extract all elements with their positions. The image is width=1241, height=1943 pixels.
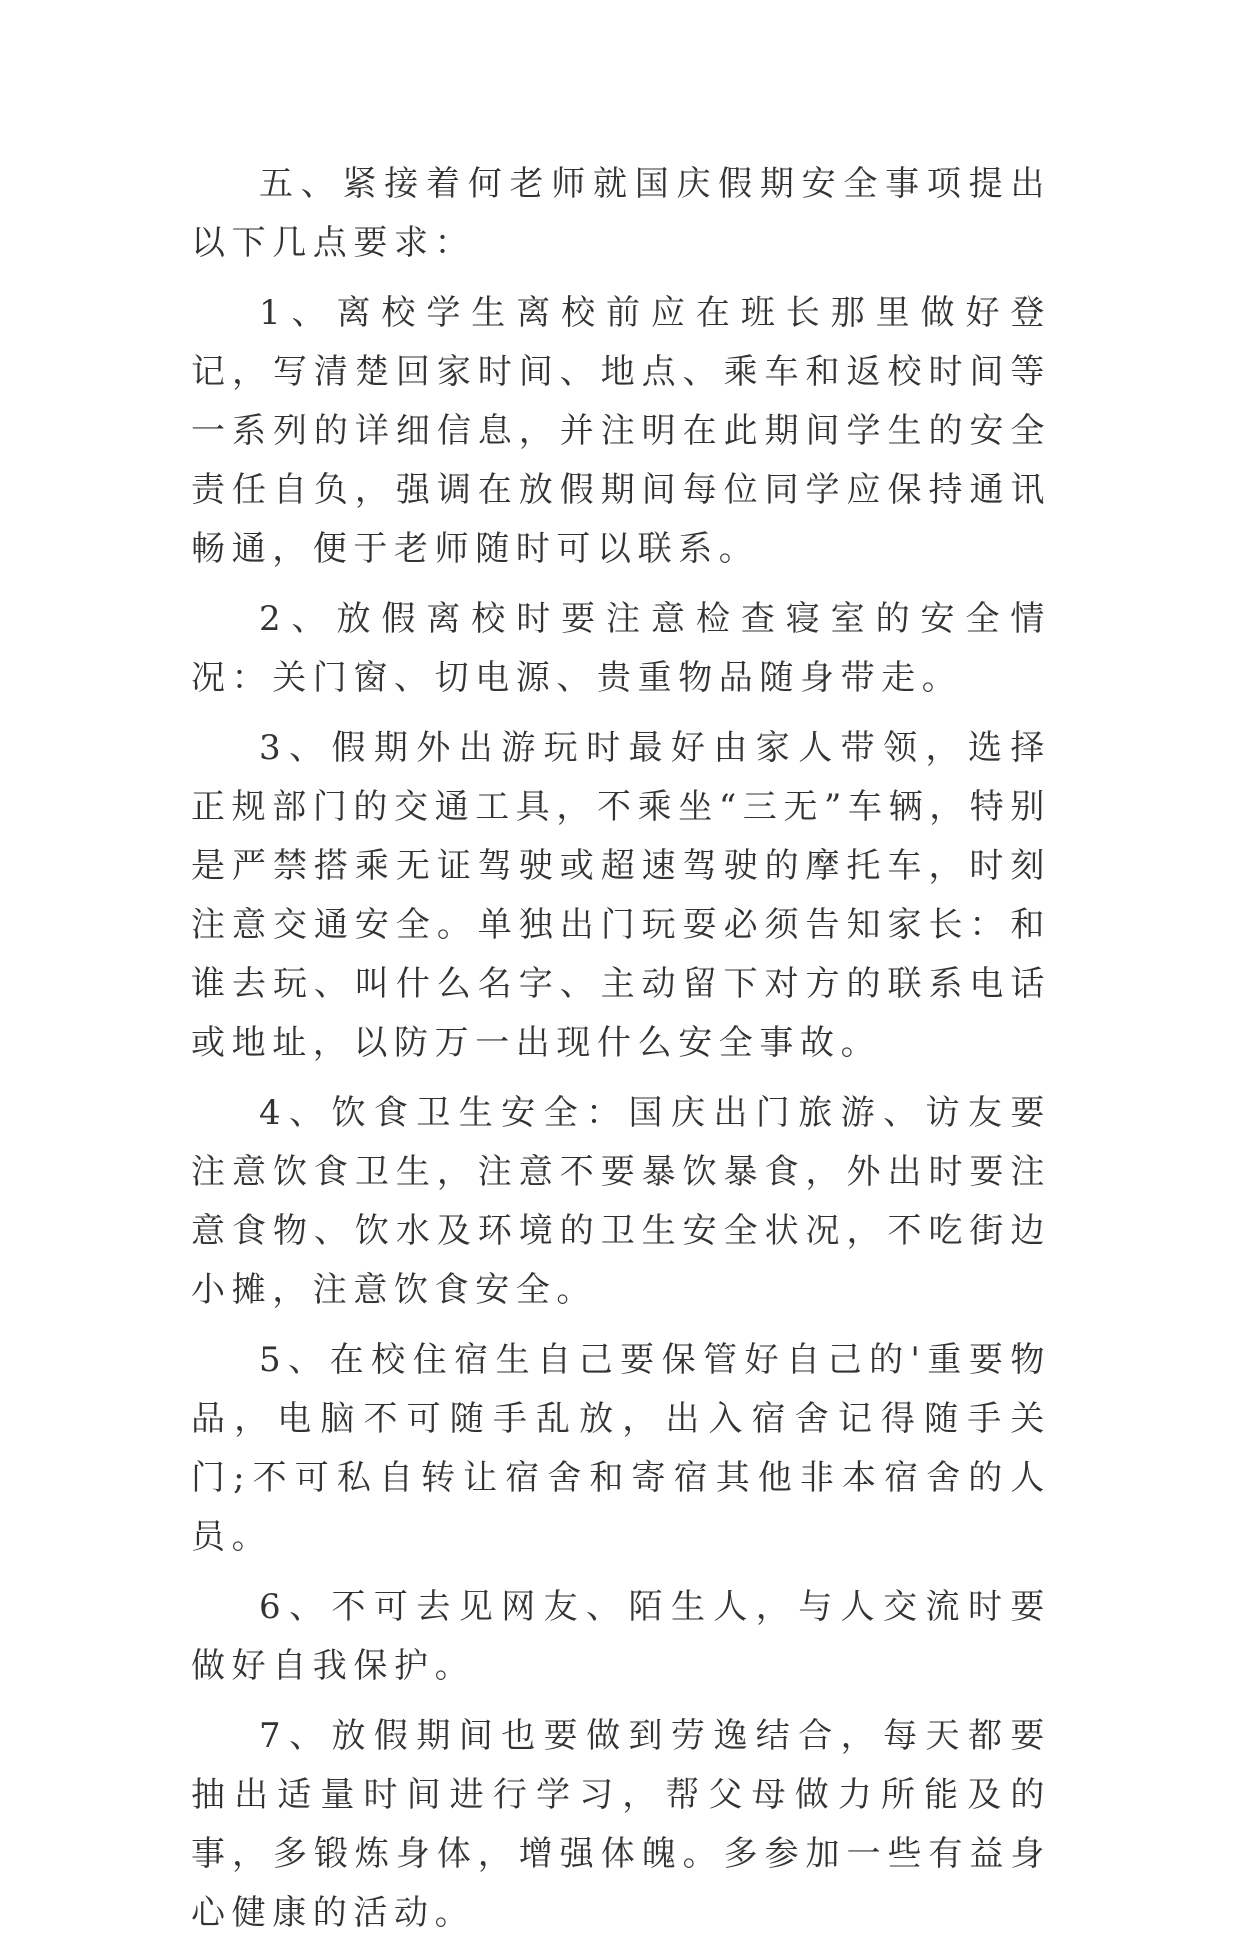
paragraph-item-7: 7、放假期间也要做到劳逸结合，每天都要抽出适量时间进行学习，帮父母做力所能及的事，多锻炼身体，增强体魄。多参加一些有益身心健康的活动。: [191, 1716, 1051, 1933]
paragraph-item-6: 6、不可去见网友、陌生人，与人交流时要做好自我保护。: [191, 1587, 1051, 1686]
paragraph-item-1: 1、离校学生离校前应在班长那里做好登记，写清楚回家时间、地点、乘车和返校时间等一系列的详细信息，并注明在此期间学生的安全责任自负，强调在放假期间每位同学应保持通讯畅通，便于老师随时可以联系。: [191, 293, 1051, 569]
paragraph-item-5: 5、在校住宿生自己要保管好自己的'重要物品，电脑不可随手乱放，出入宿舍记得随手关门;不可私自转让宿舍和寄宿其他非本宿舍的人员。: [191, 1340, 1051, 1557]
document-body: [191, 155, 1051, 1943]
paragraph-item-2: 2、放假离校时要注意检查寝室的安全情况：关门窗、切电源、贵重物品随身带走。: [191, 599, 1051, 698]
paragraph-item-3: 3、假期外出游玩时最好由家人带领，选择正规部门的交通工具，不乘坐“三无”车辆，特别是严禁搭乘无证驾驶或超速驾驶的摩托车，时刻注意交通安全。单独出门玩耍必须告知家长：和谁去玩、叫什么名字、主动留下对方的联系电话或地址，以防万一出现什么安全事故。: [191, 728, 1051, 1063]
paragraph-item-4: 4、饮食卫生安全：国庆出门旅游、访友要注意饮食卫生，注意不要暴饮暴食，外出时要注意食物、饮水及环境的卫生安全状况，不吃街边小摊，注意饮食安全。: [191, 1093, 1051, 1310]
paragraph-section-five-intro: 五、紧接着何老师就国庆假期安全事项提出以下几点要求：: [191, 164, 1051, 263]
